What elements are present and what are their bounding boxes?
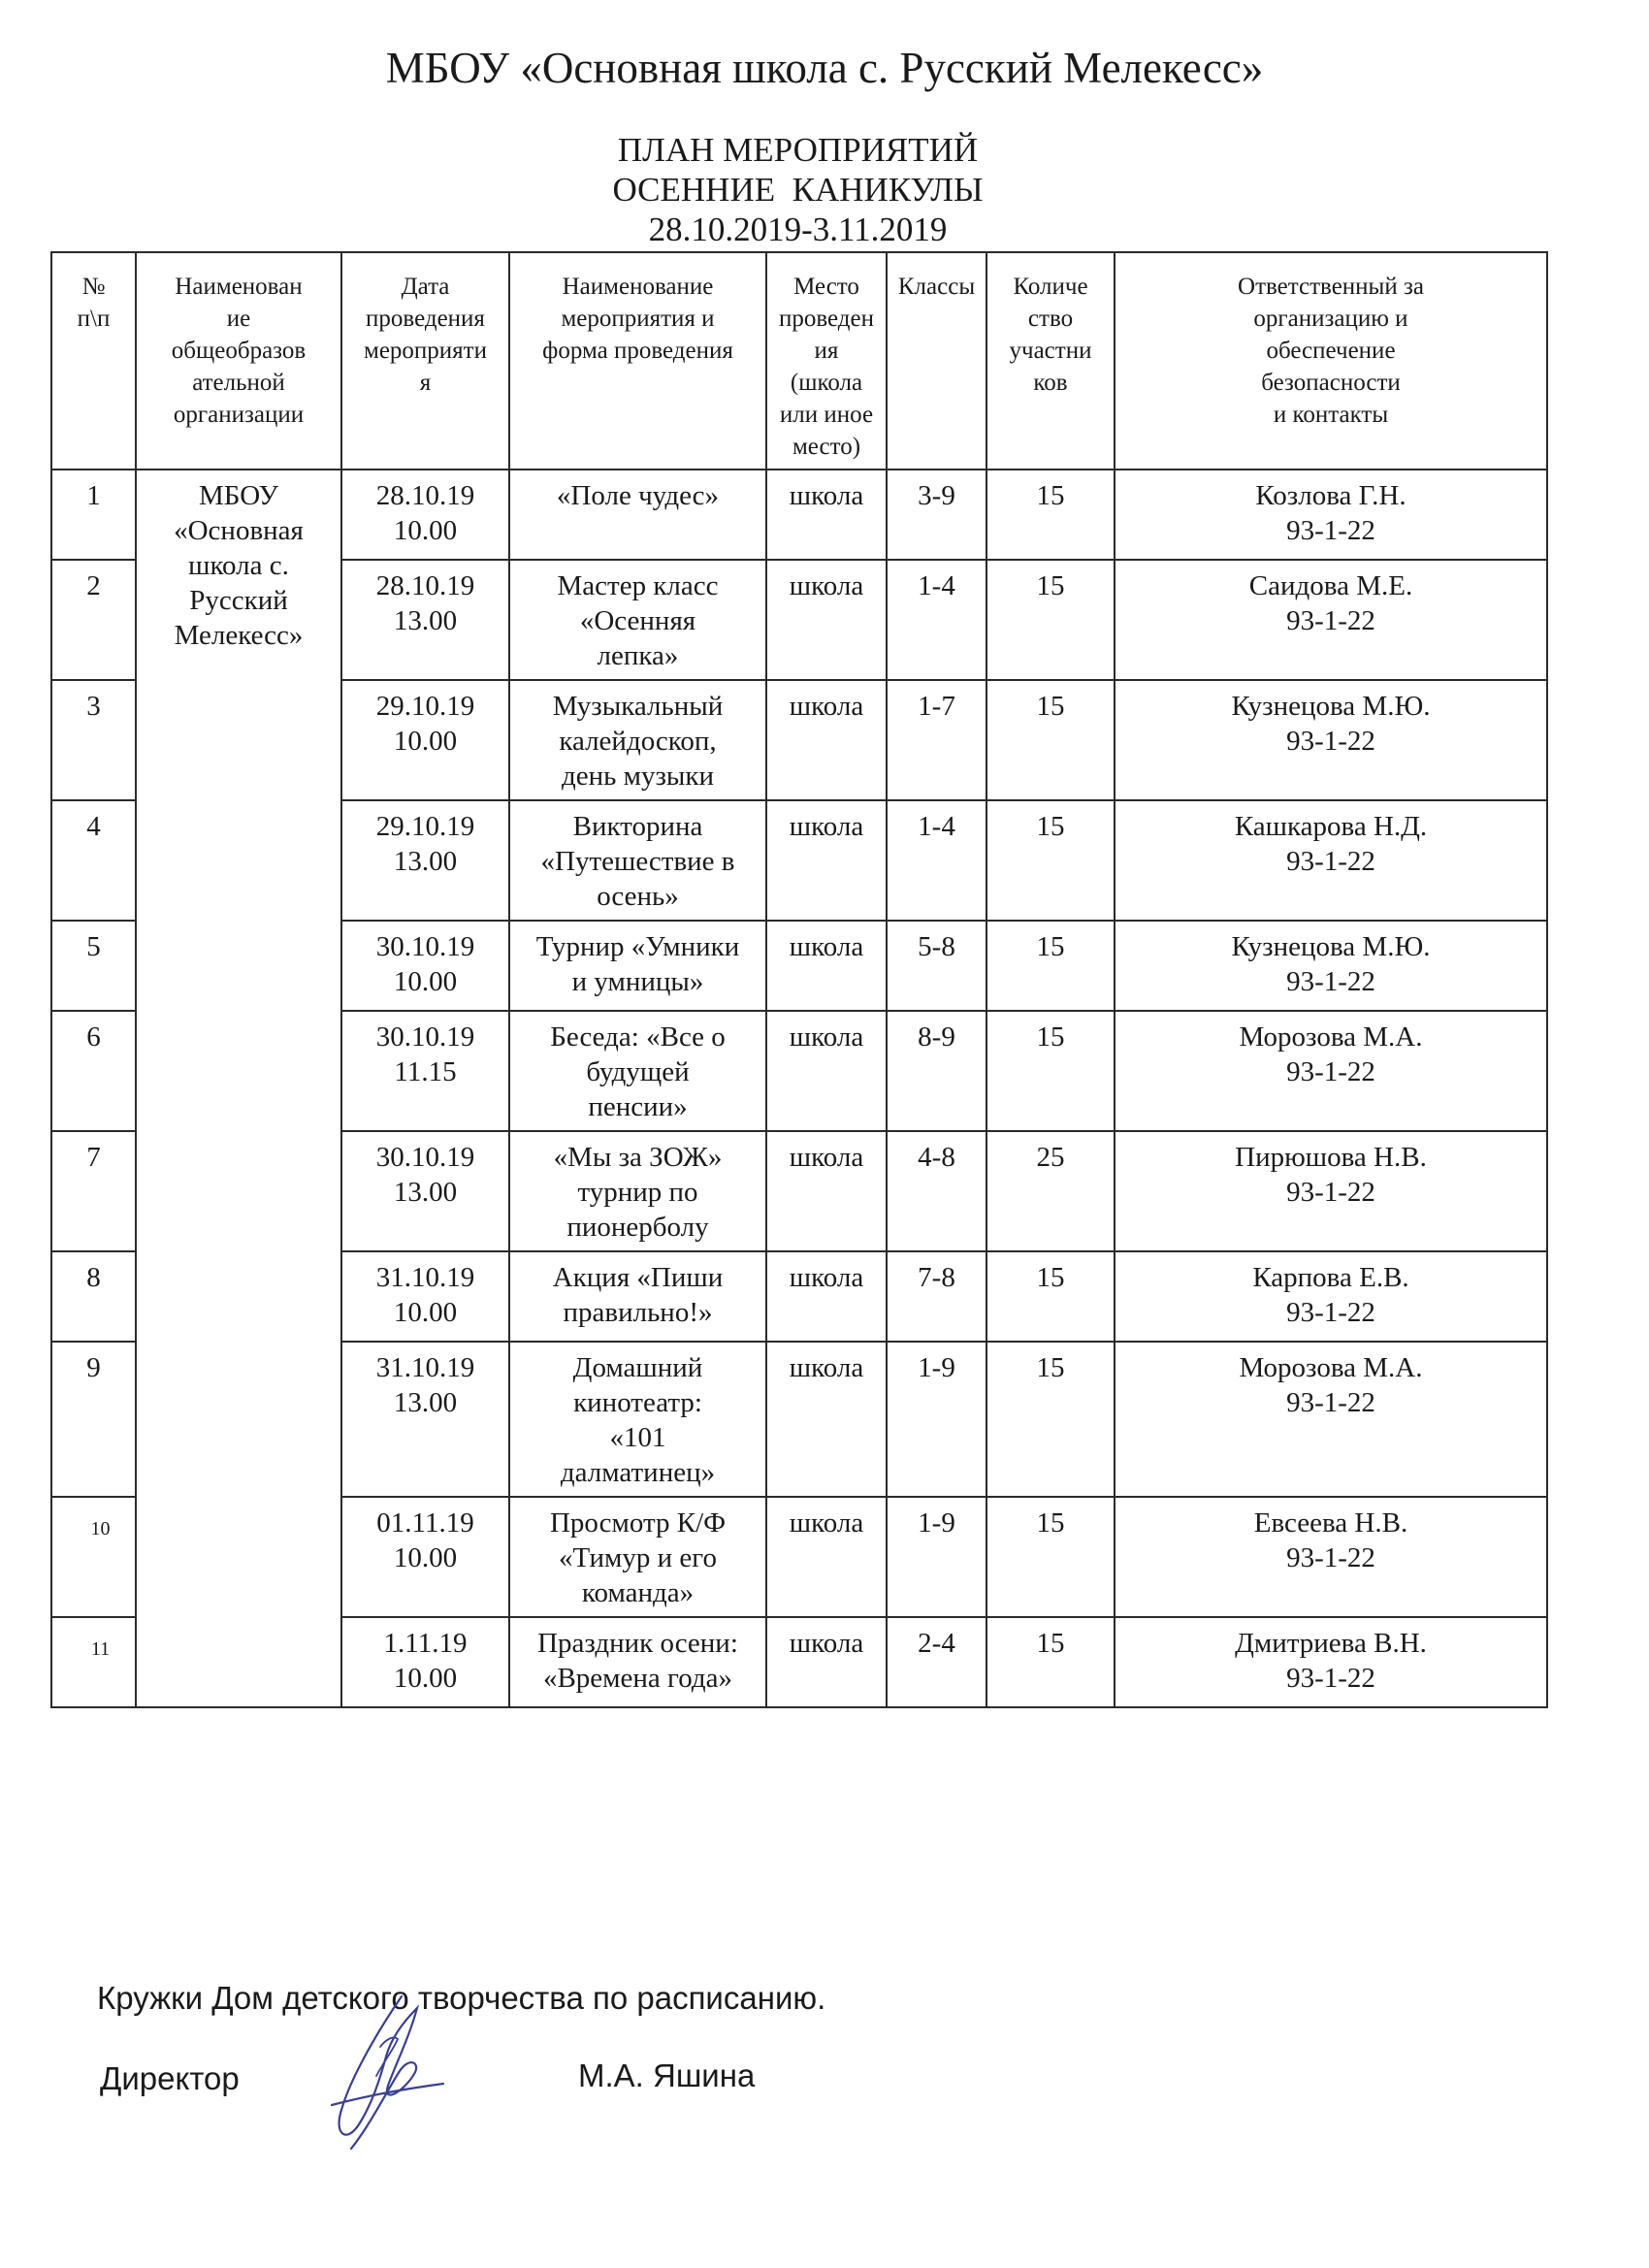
participants-cell: [986, 1497, 1115, 1617]
header-text: проведения: [366, 306, 485, 332]
event-text: осень»: [597, 881, 679, 912]
responsible-text: Морозова М.А.: [1239, 1352, 1423, 1383]
event-text: калейдоскоп,: [559, 726, 717, 757]
event-text: турнир по: [577, 1177, 698, 1208]
responsible-text: 93-1-22: [1286, 515, 1375, 546]
event-text: лепка»: [597, 640, 679, 671]
date-text: 10.00: [393, 1663, 458, 1694]
place-cell: [766, 1342, 887, 1497]
header-text: организации: [173, 402, 305, 428]
place-cell: [766, 800, 887, 921]
participants-text: 15: [1036, 570, 1065, 601]
event-text: пенсии»: [588, 1091, 688, 1122]
classes-cell: [887, 680, 986, 800]
classes-cell: [887, 470, 986, 560]
participants-text: 15: [1036, 931, 1065, 962]
classes-text: 8-9: [918, 1021, 955, 1053]
event-text: «Времена года»: [542, 1663, 733, 1694]
participants-cell: [986, 1342, 1115, 1497]
clubs-note: Кружки Дом детского творчества по расписанию.: [97, 1980, 826, 2016]
organization-text: «Основная: [174, 515, 304, 546]
place-text: школа: [789, 1352, 864, 1383]
event-text: будущей: [586, 1056, 690, 1087]
header-text: (школа: [790, 370, 863, 396]
place-text: школа: [789, 1628, 864, 1659]
date-text: 13.00: [393, 1387, 458, 1418]
responsible-text: Евсеева Н.В.: [1253, 1507, 1408, 1539]
responsible-text: 93-1-22: [1286, 1542, 1375, 1573]
date-text: 01.11.19: [376, 1507, 474, 1539]
responsible-text: Кашкарова Н.Д.: [1234, 811, 1428, 842]
place-cell: [766, 1497, 887, 1617]
event-text: и умницы»: [571, 966, 704, 997]
header-text: проведен: [779, 306, 874, 332]
event-text: Домашний: [572, 1352, 703, 1383]
participants-text: 15: [1036, 1021, 1065, 1053]
event-text: пионерболу: [566, 1212, 709, 1243]
responsible-text: 93-1-22: [1286, 605, 1375, 636]
header-text: ия: [814, 338, 839, 364]
responsible-cell: [1115, 470, 1547, 560]
place-cell: [766, 1011, 887, 1131]
participants-text: 15: [1036, 1628, 1065, 1659]
event-text: правильно!»: [563, 1297, 713, 1328]
participants-cell: [986, 921, 1115, 1011]
responsible-text: Морозова М.А.: [1239, 1021, 1423, 1053]
date-text: 29.10.19: [375, 811, 475, 842]
row-number: 10: [51, 1497, 136, 1617]
participants-cell: [986, 1131, 1115, 1251]
header-col-event: [509, 252, 766, 470]
classes-cell: [887, 1617, 986, 1707]
table-header-row: [51, 252, 1547, 470]
event-cell: [509, 800, 766, 921]
event-cell: [509, 470, 766, 560]
classes-text: 4-8: [918, 1142, 955, 1173]
header-text: Наименован: [175, 274, 303, 300]
event-cell: [509, 1497, 766, 1617]
plan-heading-line: ОСЕННИЕ КАНИКУЛЫ: [612, 171, 984, 209]
place-cell: [766, 560, 887, 680]
date-cell: [341, 1011, 509, 1131]
event-cell: [509, 921, 766, 1011]
participants-cell: [986, 560, 1115, 680]
date-text: 13.00: [393, 1177, 458, 1208]
participants-cell: [986, 1011, 1115, 1131]
classes-text: 7-8: [918, 1262, 955, 1293]
participants-text: 15: [1036, 1507, 1065, 1539]
date-text: 10.00: [393, 1542, 458, 1573]
header-text: ство: [1027, 306, 1074, 332]
row-number: 6: [51, 1011, 136, 1131]
date-cell: [341, 800, 509, 921]
event-cell: [509, 560, 766, 680]
responsible-cell: [1115, 1497, 1547, 1617]
participants-text: 15: [1036, 1262, 1065, 1293]
row-number: 5: [51, 921, 136, 1011]
event-text: Музыкальный: [552, 691, 724, 722]
classes-text: 2-4: [918, 1628, 955, 1659]
header-col-place: [766, 252, 887, 470]
event-text: «Тимур и его: [559, 1542, 717, 1573]
place-text: школа: [789, 1142, 864, 1173]
plan-heading-line: ПЛАН МЕРОПРИЯТИЙ: [617, 131, 979, 169]
director-label: Директор: [100, 2060, 240, 2096]
date-cell: [341, 1131, 509, 1251]
responsible-text: 93-1-22: [1286, 1177, 1375, 1208]
header-col-date: [341, 252, 509, 470]
responsible-cell: [1115, 1011, 1547, 1131]
event-text: «Осенняя: [579, 605, 696, 636]
date-cell: [341, 1497, 509, 1617]
participants-cell: [986, 680, 1115, 800]
responsible-text: 93-1-22: [1286, 1663, 1375, 1694]
row-number: 2: [51, 560, 136, 680]
date-text: 29.10.19: [375, 691, 475, 722]
event-text: далматинец»: [560, 1457, 716, 1488]
classes-text: 1-4: [918, 570, 955, 601]
date-text: 30.10.19: [375, 931, 475, 962]
classes-cell: [887, 1497, 986, 1617]
event-text: Праздник осени:: [537, 1628, 738, 1659]
header-text: Дата: [401, 274, 450, 300]
handwritten-signature-icon: [312, 1989, 458, 2154]
participants-cell: [986, 800, 1115, 921]
place-cell: [766, 1251, 887, 1342]
responsible-text: Дмитриева В.Н.: [1235, 1628, 1427, 1659]
event-text: «Путешествие в: [540, 846, 735, 877]
responsible-text: Кузнецова М.Ю.: [1231, 691, 1431, 722]
place-text: школа: [789, 1507, 864, 1539]
header-text: п\п: [77, 306, 111, 332]
classes-cell: [887, 1131, 986, 1251]
row-number: 8: [51, 1251, 136, 1342]
event-text: «Поле чудес»: [556, 480, 720, 511]
header-text: и контакты: [1273, 402, 1389, 428]
date-text: 11.15: [394, 1056, 457, 1087]
responsible-text: Саидова М.Е.: [1248, 570, 1413, 601]
header-text: организацию и: [1253, 306, 1408, 332]
classes-cell: [887, 1011, 986, 1131]
responsible-cell: [1115, 560, 1547, 680]
row-number: 3: [51, 680, 136, 800]
event-text: «Мы за ЗОЖ»: [553, 1142, 723, 1173]
organization-text: школа с.: [188, 550, 289, 581]
event-cell: [509, 680, 766, 800]
header-text: место): [792, 434, 861, 460]
row-number: 9: [51, 1342, 136, 1497]
participants-text: 15: [1036, 480, 1065, 511]
place-text: школа: [789, 1021, 864, 1053]
event-text: «101: [609, 1422, 666, 1453]
header-text: участни: [1009, 338, 1092, 364]
event-text: Турнир «Умники: [535, 931, 740, 962]
row-number: 11: [51, 1617, 136, 1707]
header-col-responsible: [1115, 252, 1547, 470]
responsible-cell: [1115, 1131, 1547, 1251]
events-table: [50, 251, 1548, 1708]
event-text: день музыки: [561, 761, 715, 792]
date-cell: [341, 470, 509, 560]
classes-cell: [887, 800, 986, 921]
place-cell: [766, 1131, 887, 1251]
event-text: кинотеатр:: [573, 1387, 702, 1418]
date-text: 31.10.19: [375, 1262, 475, 1293]
header-text: Количе: [1013, 274, 1088, 300]
classes-text: 1-9: [918, 1507, 955, 1539]
place-text: школа: [789, 811, 864, 842]
responsible-text: 93-1-22: [1286, 846, 1375, 877]
header-text: я: [419, 370, 432, 396]
header-text: или иное: [779, 402, 874, 428]
event-text: Викторина: [572, 811, 703, 842]
responsible-text: 93-1-22: [1286, 966, 1375, 997]
place-text: школа: [789, 570, 864, 601]
date-cell: [341, 921, 509, 1011]
responsible-cell: [1115, 921, 1547, 1011]
header-text: Наименование: [562, 274, 714, 300]
place-cell: [766, 1617, 887, 1707]
header-col-number: [51, 252, 136, 470]
header-text: мероприяти: [364, 338, 487, 364]
date-text: 28.10.19: [375, 480, 475, 511]
responsible-text: Кузнецова М.Ю.: [1231, 931, 1431, 962]
event-cell: [509, 1131, 766, 1251]
header-text: мероприятия и: [561, 306, 715, 332]
place-cell: [766, 680, 887, 800]
participants-text: 15: [1036, 811, 1065, 842]
date-cell: [341, 1617, 509, 1707]
responsible-cell: [1115, 1251, 1547, 1342]
date-text: 28.10.19: [375, 570, 475, 601]
event-cell: [509, 1342, 766, 1497]
participants-text: 25: [1036, 1142, 1065, 1173]
place-text: школа: [789, 1262, 864, 1293]
responsible-text: 93-1-22: [1286, 726, 1375, 757]
place-text: школа: [789, 931, 864, 962]
row-number: 4: [51, 800, 136, 921]
header-text: Ответственный за: [1238, 274, 1424, 300]
table-body: [51, 470, 1547, 1707]
event-cell: [509, 1251, 766, 1342]
date-cell: [341, 560, 509, 680]
event-text: Мастер класс: [557, 570, 719, 601]
date-text: 13.00: [393, 605, 458, 636]
date-text: 31.10.19: [375, 1352, 475, 1383]
classes-text: 3-9: [918, 480, 955, 511]
place-cell: [766, 470, 887, 560]
date-text: 1.11.19: [383, 1628, 468, 1659]
date-text: 10.00: [393, 1297, 458, 1328]
responsible-text: Пирюшова Н.В.: [1235, 1142, 1427, 1173]
table-row: [51, 470, 1547, 560]
classes-text: 5-8: [918, 931, 955, 962]
date-cell: [341, 1342, 509, 1497]
event-cell: [509, 1011, 766, 1131]
organization-text: МБОУ: [198, 480, 279, 511]
header-text: безопасности: [1261, 370, 1401, 396]
classes-cell: [887, 1342, 986, 1497]
participants-cell: [986, 1617, 1115, 1707]
classes-text: 1-7: [918, 691, 955, 722]
date-text: 30.10.19: [375, 1021, 475, 1053]
organization-cell: [136, 470, 341, 1707]
date-text: 10.00: [393, 726, 458, 757]
place-cell: [766, 921, 887, 1011]
school-title: МБОУ «Основная школа с. Русский Мелекесс»: [385, 44, 1264, 92]
header-col-organization: [136, 252, 341, 470]
event-text: Беседа: «Все о: [550, 1021, 726, 1053]
organization-text: Русский: [189, 585, 288, 616]
event-text: Акция «Пиши: [552, 1262, 724, 1293]
responsible-text: 93-1-22: [1286, 1297, 1375, 1328]
date-text: 10.00: [393, 515, 458, 546]
header-text: форма проведения: [542, 338, 733, 364]
header-col-classes: [887, 252, 986, 470]
row-number: 7: [51, 1131, 136, 1251]
plan-heading-line: 28.10.2019-3.11.2019: [648, 211, 948, 248]
place-text: школа: [789, 691, 864, 722]
header-text: ие: [226, 306, 251, 332]
plan-heading: [0, 130, 1596, 249]
director-name: М.А. Яшина: [578, 2057, 756, 2093]
header-text: ательной: [192, 370, 285, 396]
date-text: 10.00: [393, 966, 458, 997]
header-text: обеспечение: [1266, 338, 1396, 364]
responsible-cell: [1115, 1617, 1547, 1707]
responsible-text: 93-1-22: [1286, 1056, 1375, 1087]
participants-cell: [986, 470, 1115, 560]
date-cell: [341, 680, 509, 800]
responsible-text: Карпова Е.В.: [1252, 1262, 1409, 1293]
responsible-cell: [1115, 1342, 1547, 1497]
header-text: ков: [1033, 370, 1068, 396]
header-text: общеобразов: [171, 338, 307, 364]
event-cell: [509, 1617, 766, 1707]
date-text: 30.10.19: [375, 1142, 475, 1173]
participants-text: 15: [1036, 1352, 1065, 1383]
row-number: 1: [51, 470, 136, 560]
event-text: команда»: [581, 1577, 695, 1608]
date-cell: [341, 1251, 509, 1342]
classes-text: 1-9: [918, 1352, 955, 1383]
participants-text: 15: [1036, 691, 1065, 722]
header-text: Классы: [897, 274, 976, 300]
responsible-text: 93-1-22: [1286, 1387, 1375, 1418]
responsible-text: Козлова Г.Н.: [1255, 480, 1406, 511]
participants-cell: [986, 1251, 1115, 1342]
classes-cell: [887, 560, 986, 680]
header-text: №: [81, 274, 106, 300]
responsible-cell: [1115, 800, 1547, 921]
classes-cell: [887, 921, 986, 1011]
classes-text: 1-4: [918, 811, 955, 842]
event-text: Просмотр К/Ф: [549, 1507, 727, 1539]
header-col-participants: [986, 252, 1115, 470]
responsible-cell: [1115, 680, 1547, 800]
header-text: Место: [793, 274, 859, 300]
organization-text: Мелекесс»: [174, 620, 304, 651]
place-text: школа: [789, 480, 864, 511]
classes-cell: [887, 1251, 986, 1342]
date-text: 13.00: [393, 846, 458, 877]
